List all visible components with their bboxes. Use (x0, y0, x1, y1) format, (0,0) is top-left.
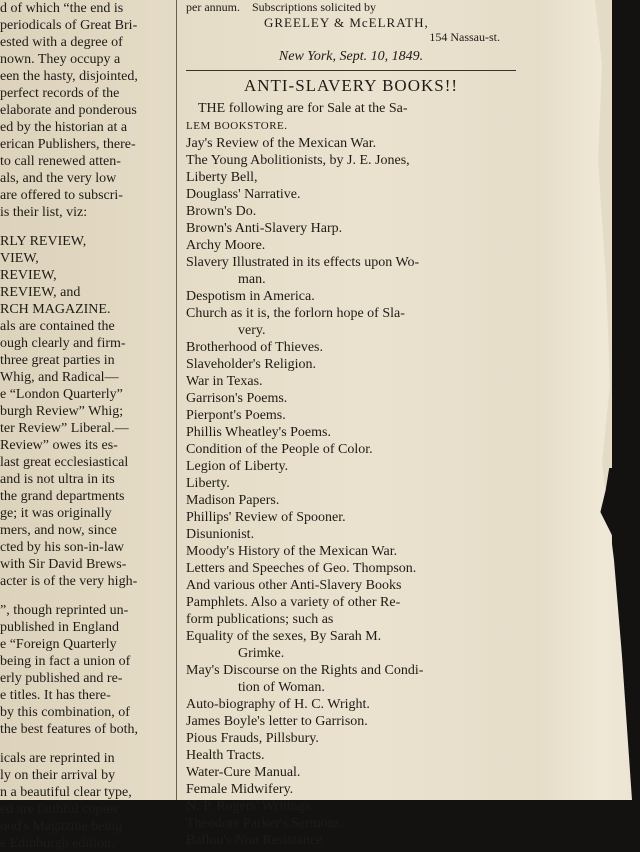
right-column (186, 0, 516, 848)
article-line: ”, though reprinted un- (0, 603, 129, 618)
book-entry (186, 628, 516, 662)
left-column-article (0, 0, 172, 851)
article-line: perfect records of the (0, 86, 120, 101)
book-title: Pious Frauds, Pillsbury. (186, 731, 319, 746)
book-title: Brotherhood of Thieves. (186, 340, 323, 355)
article-line: erican Publishers, there- (0, 137, 136, 152)
article-line: als are contained the (0, 319, 115, 334)
article-line: e Edinburgh edition. (0, 836, 115, 851)
article-line: mers, and now, since (0, 523, 117, 538)
article-line: Review” owes its es- (0, 438, 118, 453)
article-line: REVIEW, (0, 268, 57, 283)
book-title: Archy Moore. (186, 238, 266, 253)
book-title: Brown's Anti-Slavery Harp. (186, 221, 343, 236)
book-entry (186, 135, 516, 152)
article-line: published in England (0, 620, 119, 635)
article-line: erly published and re- (0, 671, 123, 686)
article-line: by this combination, of (0, 705, 130, 720)
book-title-continuation: man. (238, 272, 266, 287)
article-line: een the hasty, disjointed, (0, 69, 138, 84)
article-line: e titles. It has there- (0, 688, 111, 703)
book-title: Douglass' Narrative. (186, 187, 301, 202)
book-title: Liberty. (186, 476, 230, 491)
book-title: Female Midwifery. (186, 782, 294, 797)
book-entry (186, 713, 516, 730)
article-line: elaborate and ponderous (0, 103, 137, 118)
book-entry (186, 169, 516, 186)
book-title: Water-Cure Manual. (186, 765, 301, 780)
book-entry (186, 390, 516, 407)
book-entry (186, 798, 516, 815)
book-entry (186, 594, 516, 611)
book-entry (186, 747, 516, 764)
article-line: are offered to subscri- (0, 188, 123, 203)
book-entry (186, 373, 516, 390)
book-title: Jay's Review of the Mexican War. (186, 136, 377, 151)
book-entry (186, 424, 516, 441)
article-line: periodicals of Great Bri- (0, 18, 138, 33)
book-title: And various other Anti-Slavery Books (186, 578, 402, 593)
intro-main: THE following are for Sale at the Sa- (198, 101, 408, 116)
book-title: War in Texas. (186, 374, 263, 389)
book-title: Phillis Wheatley's Poems. (186, 425, 331, 440)
book-title: Equality of the sexes, By Sarah M. (186, 629, 382, 644)
subscription-right: Subscriptions solicited by (251, 0, 376, 14)
book-entry (186, 662, 516, 696)
article-line: and is not ultra in its (0, 472, 115, 487)
book-title: Pierpont's Poems. (186, 408, 286, 423)
book-entry (186, 441, 516, 458)
article-line: is their list, viz: (0, 205, 88, 220)
article-line: acter is of the very high- (0, 574, 138, 589)
article-line: Whig, and Radical— (0, 370, 119, 385)
book-title: Ballou's Non Resistance. (186, 833, 326, 848)
book-title: Despotism in America. (186, 289, 315, 304)
book-list (186, 135, 516, 849)
advertisement-title: ANTI-SLAVERY BOOKS!! (243, 76, 459, 95)
article-line: burgh Review” Whig; (0, 404, 124, 419)
book-entry (186, 458, 516, 475)
book-entry (186, 815, 516, 832)
book-title: Church as it is, the forlorn hope of Sla- (186, 306, 405, 321)
book-entry (186, 492, 516, 509)
publisher-address: 154 Nassau-st. (429, 30, 500, 44)
article-line: to call renewed atten- (0, 154, 121, 169)
intro-cont: LEM BOOKSTORE. (186, 120, 288, 132)
article-line: last great ecclesiastical (0, 455, 129, 470)
book-title: Moody's History of the Mexican War. (186, 544, 398, 559)
paper-edge (540, 0, 640, 800)
book-entry (186, 611, 516, 628)
book-title-continuation: Grimke. (238, 646, 285, 661)
book-title: Legion of Liberty. (186, 459, 289, 474)
article-line: RCH MAGAZINE. (0, 302, 111, 317)
book-entry (186, 832, 516, 849)
book-entry (186, 186, 516, 203)
paragraph-gap (0, 738, 172, 750)
book-entry (186, 254, 516, 288)
article-line: ge; it was originally (0, 506, 112, 521)
book-entry (186, 339, 516, 356)
book-entry (186, 203, 516, 220)
book-entry (186, 220, 516, 237)
book-entry (186, 577, 516, 594)
advertisement-intro (186, 100, 516, 135)
article-line: REVIEW, and (0, 285, 81, 300)
book-title: Theodore Parker's Sermons. (186, 816, 344, 831)
book-title: The Young Abolitionists, by J. E. Jones, (186, 153, 410, 168)
publisher-name: GREELEY & McELRATH, (264, 15, 429, 30)
article-line: VIEW, (0, 251, 39, 266)
article-line: als, and the very low (0, 171, 117, 186)
book-entry (186, 509, 516, 526)
article-line: ood's Magazine being (0, 819, 123, 834)
book-entry (186, 152, 516, 169)
paragraph-gap (0, 590, 172, 602)
article-line: d of which “the end is (0, 1, 124, 16)
subscription-notice (186, 0, 516, 14)
book-title-continuation: tion of Woman. (238, 680, 325, 695)
paragraph-gap (0, 221, 172, 233)
article-line: ter Review” Liberal.— (0, 421, 129, 436)
book-title: Garrison's Poems. (186, 391, 288, 406)
book-title: Liberty Bell, (186, 170, 258, 185)
book-title: Pamphlets. Also a variety of other Re- (186, 595, 401, 610)
book-entry (186, 475, 516, 492)
divider-rule (186, 70, 516, 71)
article-line: e “Foreign Quarterly (0, 637, 117, 652)
dateline: New York, Sept. 10, 1849. (278, 49, 424, 64)
book-entry (186, 356, 516, 373)
book-entry (186, 764, 516, 781)
book-title: Disunionist. (186, 527, 255, 542)
article-line: the best features of both, (0, 722, 139, 737)
article-line: nown. They occupy a (0, 52, 121, 67)
book-title-continuation: very. (238, 323, 266, 338)
book-title: Slaveholder's Religion. (186, 357, 317, 372)
subscription-left: per annum. (186, 0, 240, 14)
book-entry (186, 407, 516, 424)
book-title: form publications; such as (186, 612, 334, 627)
article-line: e “London Quarterly” (0, 387, 123, 402)
book-entry (186, 781, 516, 798)
book-title: Brown's Do. (186, 204, 257, 219)
article-line: being in fact a union of (0, 654, 131, 669)
book-entry (186, 305, 516, 339)
article-line: ed by the historian at a (0, 120, 128, 135)
book-title: James Boyle's letter to Garrison. (186, 714, 368, 729)
book-title: Letters and Speeches of Geo. Thompson. (186, 561, 417, 576)
article-line: cted by his son-in-law (0, 540, 125, 555)
book-entry (186, 730, 516, 747)
column-rule (176, 0, 177, 800)
article-line: three great parties in (0, 353, 115, 368)
article-line: ested with a degree of (0, 35, 123, 50)
article-line: with Sir David Brews- (0, 557, 127, 572)
book-title: Condition of the People of Color. (186, 442, 373, 457)
book-entry (186, 543, 516, 560)
article-line: ed are faithful copies (0, 802, 118, 817)
book-entry (186, 696, 516, 713)
book-title: May's Discourse on the Rights and Condi- (186, 663, 424, 678)
book-title: Health Tracts. (186, 748, 265, 763)
book-title: Auto-biography of H. C. Wright. (186, 697, 370, 712)
book-entry (186, 288, 516, 305)
book-title: Madison Papers. (186, 493, 280, 508)
article-line: icals are reprinted in (0, 751, 115, 766)
article-line: n a beautiful clear type, (0, 785, 132, 800)
book-entry (186, 237, 516, 254)
article-line: ly on their arrival by (0, 768, 116, 783)
article-line: the grand departments (0, 489, 125, 504)
book-entry (186, 560, 516, 577)
article-line: RLY REVIEW, (0, 234, 87, 249)
article-line: ough clearly and firm- (0, 336, 126, 351)
book-title: Slavery Illustrated in its effects upon Wo- (186, 255, 420, 270)
book-entry (186, 526, 516, 543)
book-title: Phillips' Review of Spooner. (186, 510, 346, 525)
book-title: N. P. Rogers' Writings. (186, 799, 314, 814)
